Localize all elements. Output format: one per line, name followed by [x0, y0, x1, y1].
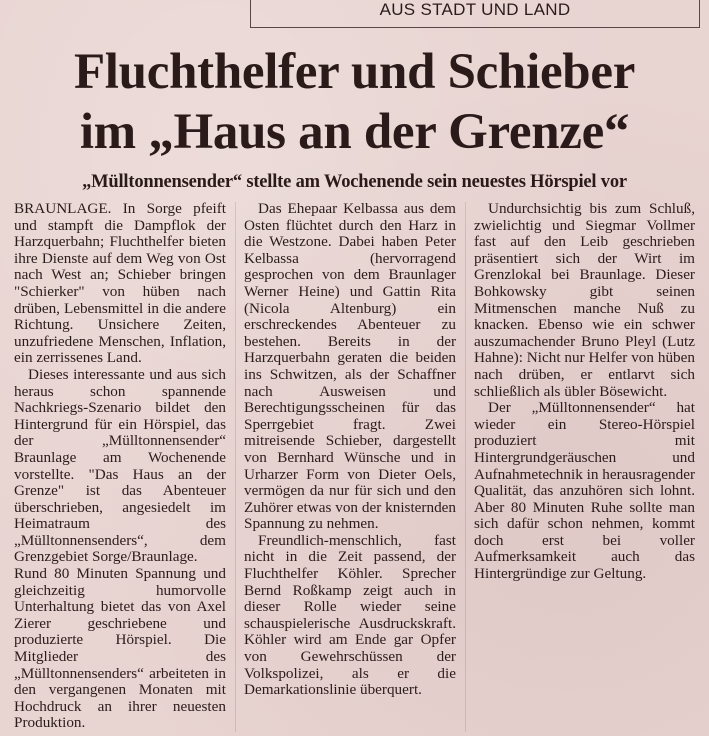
article-column-3 — [474, 201, 695, 583]
column-divider — [235, 202, 236, 732]
paragraph: Das Ehepaar Kelbassa aus dem Osten flüchtet durch den Harz in die Westzone. Dabei haben Peter Kelbassa (hervorragend gesprochen von dem Braunlager Werner Heine) und Gattin Rita (Nicola Altenburg) ein erschreckendes Abenteuer zu bestehen. Bereits in der Harzquerbahn geraten die beiden ins Schwitzen, als der Schaffner nach Ausweisen und Berechtigungsscheinen für das Sperrgebiet fragt. Zwei mitreisende Schieber, dargestellt von Bernhard Wünsche und in Urharzer Form von Dieter Oels, vermögen da nur für sich und den Zuhörer etwas von der knisternden Spannung zu nehmen. — [244, 200, 456, 533]
section-label: AUS STADT UND LAND — [379, 0, 571, 19]
article-column-2 — [244, 201, 456, 699]
paragraph: BRAUNLAGE. In Sorge pfeift und stampft die Dampflok der Harzquerbahn; Fluchthelfer bieten ihre Dienste auf dem Weg von Ost nach West an; Schieber bringen "Schierker" von hüben nach drüben, Lebensmittel in die andere Richtung. Unsichere Zeiten, unzufriedene Menschen, Inflation, ein zerrissenes Land. — [14, 200, 226, 367]
paragraph: Rund 80 Minuten Spannung und gleichzeitig humorvolle Unterhaltung bietet das von Axel Zierer geschriebene und produzierte Hörspiel. Die Mitglieder des „Mülltonnensenders“ arbeiteten in den vergangenen Monaten mit Hochdruck an ihrer neuesten Produktion. — [14, 565, 226, 732]
paragraph: Undurchsichtig bis zum Schluß, zwielichtig und Siegmar Vollmer fast auf den Leib geschrieben präsentiert sich der Wirt im Grenzlokal bei Braunlage. Dieser Bohkowsky gibt seinen Mitmenschen manche Nuß zu knacken. Ebenso wie ein schwer auszumachender Bruno Pleyl (Lutz Hahne): Nicht nur Helfer von hüben nach drüben, er entlarvt sich schließlich als übler Bösewicht. — [474, 200, 695, 400]
paragraph: Freundlich-menschlich, fast nicht in die Zeit passend, der Fluchthelfer Köhler. Sprecher Bernd Roßkamp zeigt auch in dieser Rolle wieder seine schauspielerische Ausdruckskraft. Köhler wird am Ende gar Opfer von Gewehrschüssen der Volkspolizei, als er die Demarkationslinie überquert. — [244, 531, 456, 699]
headline-line-1: Fluchthelfer und Schieber — [73, 44, 636, 100]
paragraph: Der „Mülltonnensender“ hat wieder ein Stereo-Hörspiel produziert mit Hintergrundgeräuschen und Aufnahmetechnik in herausragender Qualität, das anzuhören sich lohnt. Aber 80 Minuten Ruhe sollte man sich dafür schon nehmen, kommt doch erst bei voller Aufmerksamkeit auch das Hintergründige zur Geltung. — [474, 399, 695, 583]
headline-line-2: im „Haus an der Grenze“ — [79, 104, 630, 160]
column-divider — [465, 202, 466, 732]
article-column-1 — [14, 201, 226, 732]
subheadline: „Mülltonnensender“ stellte am Wochenende sein neuestes Hörspiel vor — [82, 172, 627, 192]
section-header-box — [250, 0, 700, 28]
paragraph: Dieses interessante und aus sich heraus schon spannende Nachkriegs-Szenario bildet den Hintergrund für ein Hörspiel, das der „Mülltonnensender“ Braunlage am Wochenende vorstellte. "Das Haus an der Grenze" ist das Abenteuer überschrieben, angesiedelt im Heimatraum des „Mülltonnensenders“, dem Grenzgebiet Sorge/Braunlage. — [14, 365, 226, 566]
